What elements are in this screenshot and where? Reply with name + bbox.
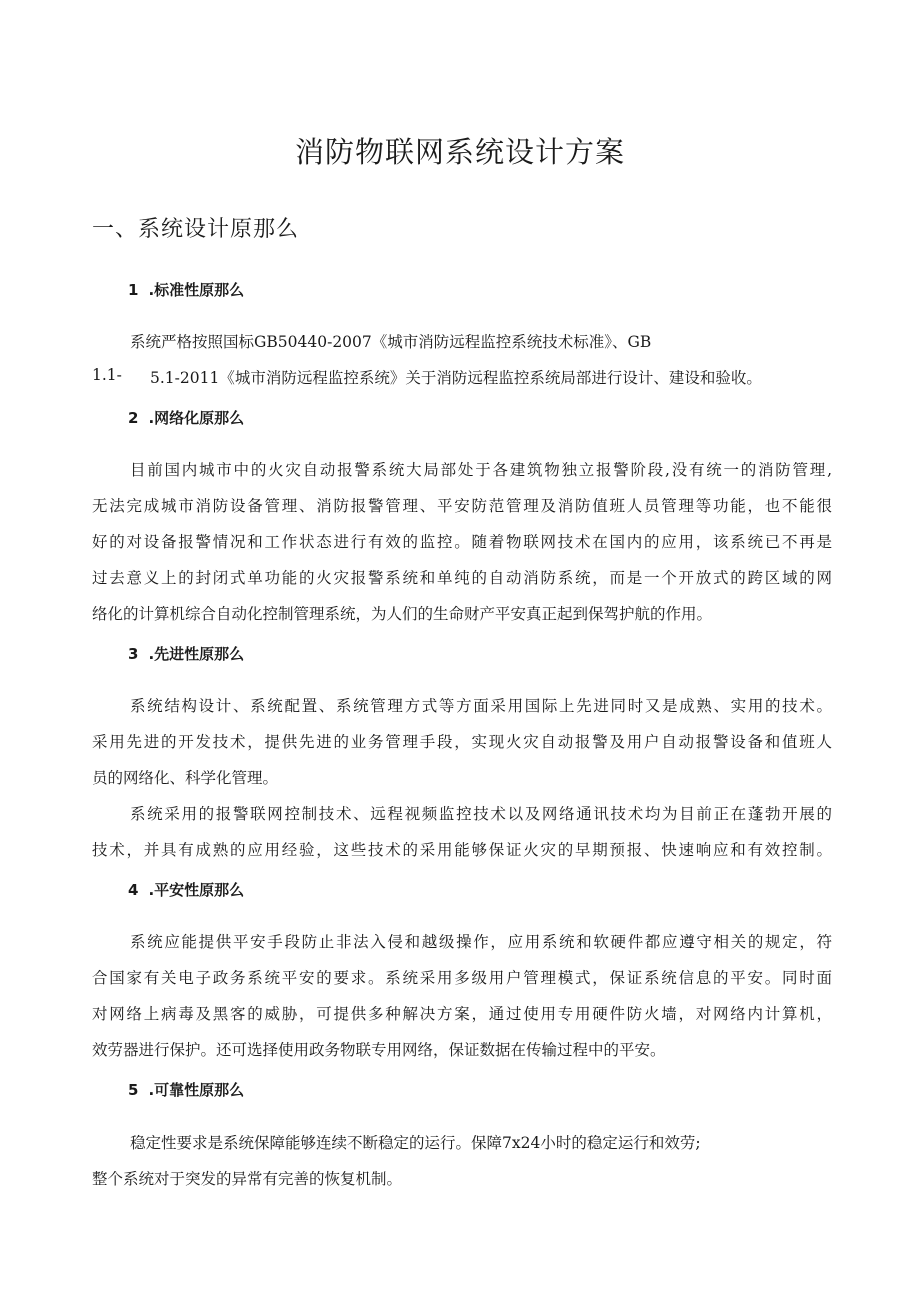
paragraph-line: 合国家有关电子政务系统平安的要求。系统采用多级用户管理模式，保证系统信息的平安。同时面 (92, 969, 832, 987)
paragraph-line: 络化的计算机综合自动化控制管理系统，为人们的生命财产平安真正起到保驾护航的作用。 (92, 605, 713, 623)
chapter-heading: 一、系统设计原那么 (92, 217, 300, 242)
paragraph-line: 系统应能提供平安手段防止非法入侵和越级操作，应用系统和软硬件都应遵守相关的规定，符 (130, 933, 832, 951)
paragraph-line: 系统结构设计、系统配置、系统管理方式等方面采用国际上先进同时又是成熟、实用的技术。 (130, 697, 832, 715)
paragraph-line: 采用先进的开发技术，提供先进的业务管理手段，实现火灾自动报警及用户自动报警设备和值班人 (92, 733, 832, 751)
paragraph-line: 好的对设备报警情况和工作状态进行有效的监控。随着物联网技术在国内的应用，该系统已不再是 (92, 533, 832, 551)
section-heading-advancement (128, 643, 244, 664)
paragraph-line: 系统严格按照国标GB50440-2007《城市消防远程监控系统技术标准》、GB (130, 333, 652, 351)
section-number: 5 (128, 1081, 139, 1099)
section-heading-reliability (128, 1079, 244, 1100)
paragraph-line: 无法完成城市消防设备管理、消防报警管理、平安防范管理及消防值班人员管理等功能，也不能很 (92, 497, 832, 515)
paragraph-line: 技术，并具有成熟的应用经验，这些技术的采用能够保证火灾的早期预报、快速响应和有效控制。 (92, 841, 832, 859)
section-number: 1 (128, 281, 139, 299)
section-title: .网络化原那么 (148, 409, 245, 427)
section-number: 2 (128, 409, 139, 427)
section-heading-standardization (128, 279, 244, 300)
paragraph-line: 系统采用的报警联网控制技术、远程视频监控技术以及网络通讯技术均为目前正在蓬勃开展的 (130, 805, 832, 823)
section-title: .标准性原那么 (148, 281, 245, 299)
paragraph-line: 目前国内城市中的火灾自动报警系统大局部处于各建筑物独立报警阶段,没有统一的消防管理, (130, 461, 832, 479)
paragraph-line: 稳定性要求是系统保障能够连续不断稳定的运行。保障7x24小时的稳定运行和效劳; (130, 1134, 701, 1152)
section-number: 4 (128, 881, 139, 899)
paragraph-line: 过去意义上的封闭式单功能的火灾报警系统和单纯的自动消防系统，而是一个开放式的跨区域的网 (92, 569, 832, 587)
page-title: 消防物联网系统设计方案 (294, 135, 625, 169)
section-heading-networking (128, 407, 244, 428)
section-title: .平安性原那么 (148, 881, 245, 899)
paragraph-line: 效劳器进行保护。还可选择使用政务物联专用网络，保证数据在传输过程中的平安。 (92, 1041, 666, 1059)
standard-number-prefix: 1.1- (92, 366, 122, 384)
section-number: 3 (128, 645, 139, 663)
section-title: .先进性原那么 (148, 645, 245, 663)
paragraph-line: 5.1-2011《城市消防远程监控系统》关于消防远程监控系统局部进行设计、建设和验收。 (150, 369, 762, 387)
section-heading-security (128, 879, 244, 900)
paragraph-line: 整个系统对于突发的异常有完善的恢复机制。 (92, 1170, 403, 1188)
paragraph-line: 对网络上病毒及黑客的威胁，可提供多种解决方案，通过使用专用硬件防火墙，对网络内计算机， (92, 1005, 832, 1023)
paragraph-line: 员的网络化、科学化管理。 (92, 769, 279, 787)
section-title: .可靠性原那么 (148, 1081, 245, 1099)
